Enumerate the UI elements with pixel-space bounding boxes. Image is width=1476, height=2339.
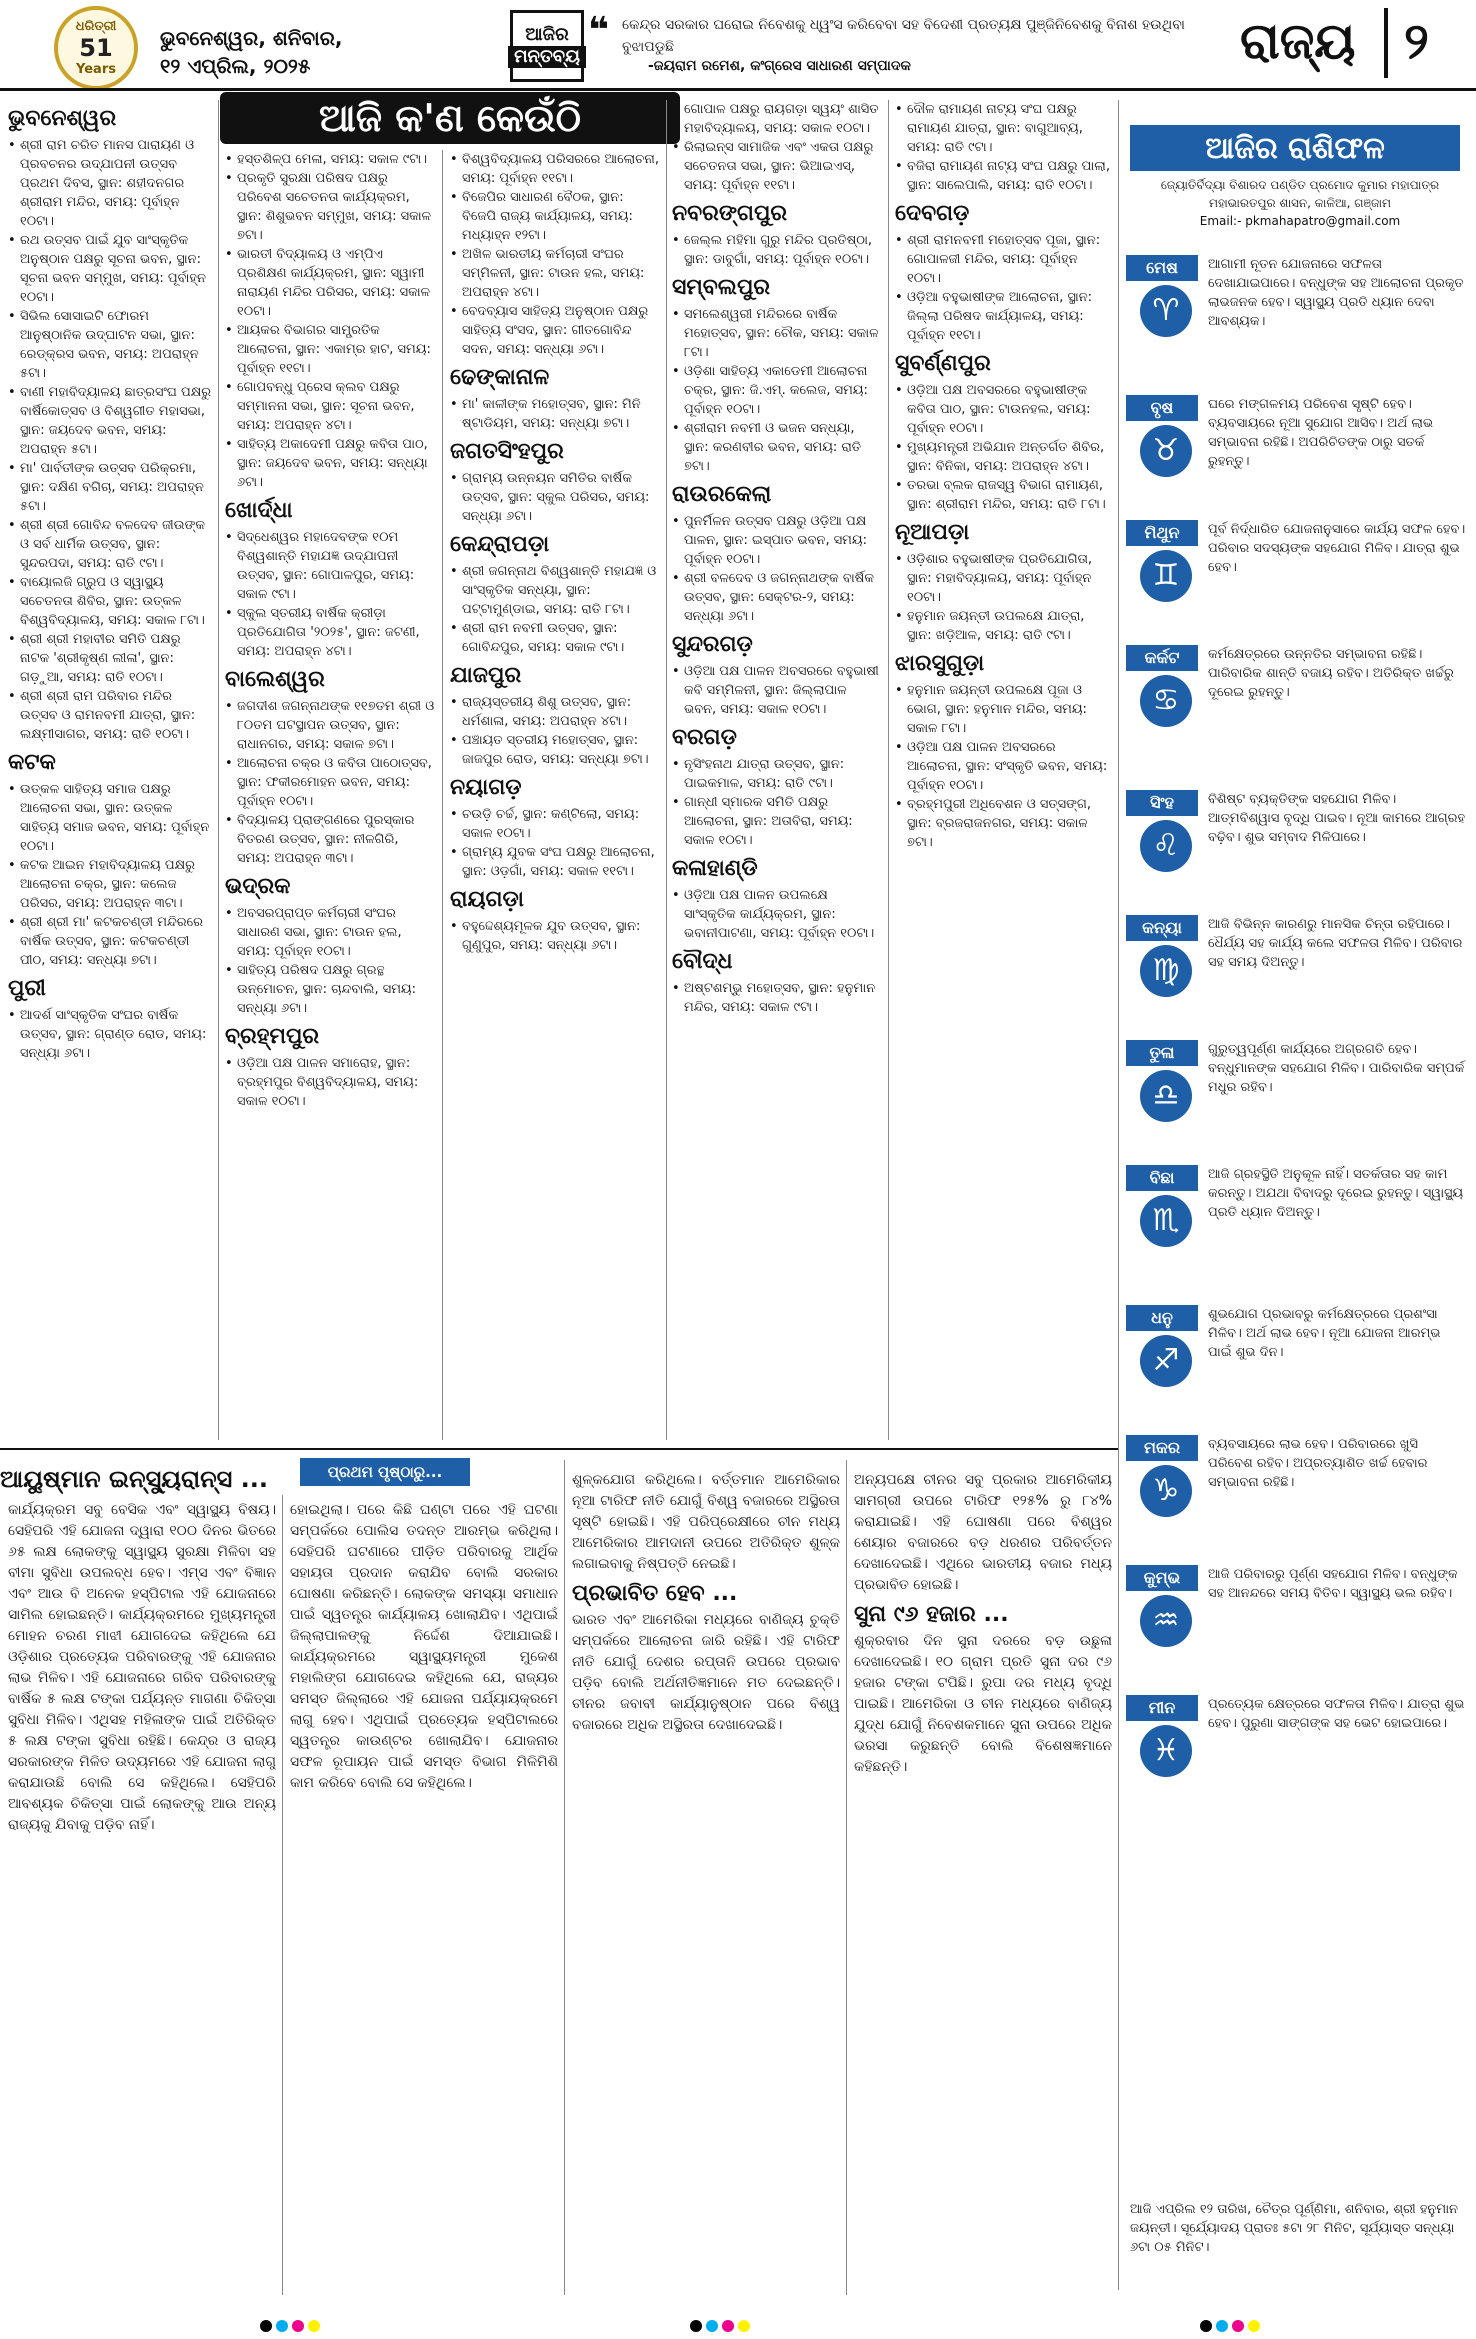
sign-label: ଧନୁ: [1126, 1305, 1198, 1331]
registration-dot: [292, 2320, 304, 2332]
column-divider: [666, 100, 667, 1440]
event-listing: • ଓଡ଼ିଆ ପକ୍ଷ ପାଳନ ସମାରୋହ, ସ୍ଥାନ: ବ୍ରହ୍ମପୁର ବିଶ୍ୱବିଦ୍ୟାଳୟ, ସମୟ: ସକାଳ ୧୦ଟା।: [225, 1054, 435, 1111]
news-paragraph: ହୋଇଥିଲା। ପରେ କିଛି ଘଣ୍ଟା ପରେ ଏହି ଘଟଣା ସମ୍ପର୍କରେ ପୋଲିସ ତଦନ୍ତ ଆରମ୍ଭ କରିଥିଲା। ସେହିପରି ଘଟଣାରେ ପୀଡ଼ିତ ପରିବାରକୁ ଆର୍ଥିକ ସହାୟତା ପ୍ରଦାନ କରାଯିବ ବୋଲି ସରକାର ଘୋଷଣା କରିଛନ୍ତି। ଲୋକଙ୍କ ସମସ୍ୟା ସମାଧାନ ପାଇଁ ସ୍ୱତନ୍ତ୍ର କାର୍ଯ୍ୟାଳୟ ଖୋଲାଯିବ। ଏଥିପାଇଁ ଜିଲ୍ଲାପାଳଙ୍କୁ ନିର୍ଦ୍ଦେଶ ଦିଆଯାଇଛି। କାର୍ଯ୍ୟକ୍ରମରେ ସ୍ୱାସ୍ଥ୍ୟମନ୍ତ୍ରୀ ମୁକେଶ ମହାଲିଙ୍ଗ ଯୋଗଦେଇ କହିଥିଲେ ଯେ, ରାଜ୍ୟର ସମସ୍ତ ଜିଲ୍ଲାରେ ଏହି ଯୋଜନା ପର୍ଯ୍ୟାୟକ୍ରମେ ଲାଗୁ ହେବ। ଏଥିପାଇଁ ପ୍ରତ୍ୟେକ ହସ୍ପିଟାଲରେ ସ୍ୱତନ୍ତ୍ର କାଉଣ୍ଟର ଖୋଲାଯିବ। ଯୋଜନାର ସଫଳ ରୂପାୟନ ପାଇଁ ସମସ୍ତ ବିଭାଗ ମିଳିମିଶି କାମ କରିବେ ବୋଲି ସେ କହିଥିଲେ।: [290, 1502, 558, 1791]
event-listing: • ଶ୍ରୀ ଶ୍ରୀ ମା' କଟକଚଣ୍ଡୀ ମନ୍ଦିରରେ ବାର୍ଷିକ ଉତ୍ସବ, ସ୍ଥାନ: କଟକଚଣ୍ଡୀ ପୀଠ, ସମୟ: ସନ୍ଧ୍ୟା ୭ଟା।: [8, 913, 213, 970]
event-city-heading: ଭଦ୍ରକ: [225, 874, 291, 899]
event-city-heading: ଯାଜପୁର: [450, 663, 522, 688]
quote-label-top: ଆଜିର: [525, 24, 569, 45]
event-listing: • ହନୁମାନ ଜୟନ୍ତୀ ଉପଲକ୍ଷେ ପୂଜା ଓ ଭୋଗ, ସ୍ଥାନ: ହନୁମାନ ମନ୍ଦିର, ସମୟ: ସକାଳ ୮ଟା।: [895, 681, 1110, 738]
sign-forecast: ଆଜି ଗ୍ରହସ୍ଥିତି ଅନୁକୂଳ ନାହିଁ। ସତର୍କତାର ସହ କାମ କରନ୍ତୁ। ଅଯଥା ବିବାଦରୁ ଦୂରେଇ ରୁହନ୍ତୁ। ସ୍ୱାସ୍ଥ୍ୟ ପ୍ରତି ଧ୍ୟାନ ଦିଅନ୍ତୁ।: [1208, 1167, 1464, 1220]
event-listing: • ଭାରତୀ ବିଦ୍ୟାଳୟ ଓ ଏମ୍‌ପିଏ ପ୍ରଶିକ୍ଷଣ କାର୍ଯ୍ୟକ୍ରମ, ସ୍ଥାନ: ସ୍ୱାମୀ ନାରାୟଣ ମନ୍ଦିର ପରିସର, ସମୟ: ସକାଳ ୧୦ଟା।: [225, 245, 435, 321]
sign-forecast: ଘରେ ମଙ୍ଗଳମୟ ପରିବେଶ ସୃଷ୍ଟି ହେବ। ବ୍ୟବସାୟରେ ନୂଆ ସୁଯୋଗ ଆସିବ। ଅର୍ଥ ଲାଭ ସମ୍ଭାବନା ରହିଛି। ଅପରିଚିତଙ୍କ ଠାରୁ ସତର୍କ ରୁହନ୍ତୁ।: [1208, 397, 1434, 469]
almanac-note: ଆଜି ଏପ୍ରିଲ ୧୨ ତାରିଖ, ଚୈତ୍ର ପୂର୍ଣ୍ଣିମା, ଶନିବାର, ଶ୍ରୀ ହନୁମାନ ଜୟନ୍ତୀ। ସୂର୍ଯ୍ୟୋଦୟ ପ୍ରାତଃ ୫ଟା ୨୮ ମିନିଟ, ସୂର୍ଯ୍ୟାସ୍ତ ସନ୍ଧ୍ୟା ୬ଟା ୦୫ ମିନିଟ।: [1130, 2202, 1459, 2255]
event-listing: • ଓଡ଼ିଆ ବହୁଭାଷୀଙ୍କ ଆଲୋଚନା, ସ୍ଥାନ: ଜିଲ୍ଲା ପରିଷଦ କାର୍ଯ୍ୟାଳୟ, ସମୟ: ପୂର୍ବାହ୍ନ ୧୧ଟା।: [895, 288, 1110, 345]
event-city-heading: ବାଲେଶ୍ୱର: [225, 667, 325, 692]
event-city-heading: ଝାରସୁଗୁଡ଼ା: [895, 651, 985, 676]
event-listing: • ପ୍ରକୃତି ସୁରକ୍ଷା ପରିଷଦ ପକ୍ଷରୁ ପରିବେଶ ସଚେତନତା କାର୍ଯ୍ୟକ୍ରମ, ସ୍ଥାନ: ଶିଶୁଭବନ ସମ୍ମୁଖ, ସମୟ: ସକାଳ ୭ଟା।: [225, 169, 435, 245]
news-headline: ଆୟୁଷ୍ମାନ ଇନ୍ସ୍ୟୁରାନ୍ସ ...: [0, 1465, 268, 1493]
event-city-heading: କେନ୍ଦ୍ରାପଡ଼ା: [450, 532, 550, 557]
masthead-rule: [0, 88, 1476, 91]
events-column-4: [672, 100, 882, 1440]
event-listing: • ବିଶ୍ୱବିଦ୍ୟାଳୟ ପରିସରରେ ଆଲୋଚନା, ସମୟ: ପୂର୍ବାହ୍ନ ୧୧ଟା।: [450, 150, 660, 188]
title-separator: [1384, 8, 1388, 78]
quote-mark-icon: ❝: [588, 10, 610, 51]
zodiac-icon: ♈: [1140, 285, 1192, 337]
astrologer-name: ଜ୍ୟୋତିର୍ବିଦ୍ୟା ବିଶାରଦ ପଣ୍ଡିତ ପ୍ରମୋଦ କୁମାର ମହାପାତ୍ର: [1160, 178, 1440, 192]
event-listing: • ହସ୍ତଶିଳ୍ପ ମେଳା, ସମୟ: ସକାଳ ୯ଟା।: [225, 150, 435, 169]
horoscope-sign-block: [1126, 1435, 1466, 1508]
event-listing: • ବହୁଦ୍ଦେଶ୍ୟମୂଳକ ଯୁବ ଉତ୍ସବ, ସ୍ଥାନ: ଗୁଣୁପୁର, ସମୟ: ସନ୍ଧ୍ୟା ୬ଟା।: [450, 917, 660, 955]
column-divider: [846, 1460, 847, 2295]
event-city-heading: ସୁନ୍ଦରଗଡ଼: [672, 632, 753, 657]
zodiac-icon: ♐: [1140, 1335, 1192, 1387]
event-listing: • ହନୁମାନ ଜୟନ୍ତୀ ଉପଲକ୍ଷେ ଯାତ୍ରା, ସ୍ଥାନ: ଖଡ଼ିଆଳ, ସମୟ: ରାତି ୯ଟା।: [895, 607, 1110, 645]
zodiac-icon: ♍: [1140, 945, 1192, 997]
registration-dot: [1248, 2320, 1260, 2332]
masthead-logo: [40, 6, 150, 82]
event-city-heading: ନବରଙ୍ଗପୁର: [672, 201, 788, 226]
event-listing: • ଓଡ଼ିଆ ପକ୍ଷ ପାଳନ ଉପଲକ୍ଷେ ସାଂସ୍କୃତିକ କାର୍ଯ୍ୟକ୍ରମ, ସ୍ଥାନ: ଭବାନୀପାଟଣା, ସମୟ: ପୂର୍ବାହ୍ନ ୧୦ଟା।: [672, 886, 882, 943]
sign-label: ବିଛା: [1126, 1165, 1198, 1191]
quote-author: -ଜୟରାମ ରମେଶ, କଂଗ୍ରେସ ସାଧାରଣ ସମ୍ପାଦକ: [648, 58, 911, 74]
event-city-heading: ନୂଆପଡ଼ା: [895, 520, 970, 545]
event-listing: • ଗ୍ରାମ୍ୟ ଉନ୍ନୟନ ସମିତିର ବାର୍ଷିକ ଉତ୍ସବ, ସ୍ଥାନ: ସ୍କୁଲ ପରିସର, ସମୟ: ସନ୍ଧ୍ୟା ୬ଟା।: [450, 469, 660, 526]
sign-forecast: ଆଜି ବିଭିନ୍ନ କାରଣରୁ ମାନସିକ ଚିନ୍ତା ରହିପାରେ। ଧୈର୍ଯ୍ୟ ସହ କାର୍ଯ୍ୟ କଲେ ସଫଳତା ମିଳିବ। ପରିବାର ସହ ସମୟ ଦିଅନ୍ତୁ।: [1208, 917, 1463, 970]
event-listing: • ଚଉଡ଼ି ଚର୍ଚ୍ଚ, ସ୍ଥାନ: କଣ୍ଟିଲୋ, ସମୟ: ସକାଳ ୧୦ଟା।: [450, 805, 660, 843]
event-city-heading: ସମ୍ବଲପୁର: [672, 275, 771, 300]
registration-dot: [260, 2320, 272, 2332]
event-listing: • ଶ୍ରୀ ରାମ ଚରିତ ମାନସ ପାରାୟଣ ଓ ପ୍ରବଚନର ଉଦ୍‌ଯାପନୀ ଉତ୍ସବ ପ୍ରଥମ ଦିବସ, ସ୍ଥାନ: ଶହୀଦନଗର ଶ୍ରୀରାମ ମନ୍ଦିର, ସମୟ: ପୂର୍ବାହ୍ନ ୧୦ଟା।: [8, 136, 213, 231]
event-listing: • ଶ୍ରୀ ଶ୍ରୀ ମହାବୀର ସମିତି ପକ୍ଷରୁ ନାଟକ 'ଶ୍ରୀକୃଷ୍ଣ ଲୀଳା', ସ୍ଥାନ: ଗଡ଼ୁଆ, ସମୟ: ରାତି ୧୦ଟା।: [8, 630, 213, 687]
sign-label: ବୃଷ: [1126, 395, 1198, 421]
astrologer-email: Email:- pkmahapatro@gmail.com: [1199, 214, 1401, 228]
news-rule: [0, 1448, 1118, 1450]
horoscope-sign-block: [1126, 1565, 1466, 1638]
event-listing: • ଗ୍ରାମ୍ୟ ଯୁବକ ସଂଘ ପକ୍ଷରୁ ଆଲୋଚନା, ସ୍ଥାନ: ଓଡ଼ଗାଁ, ସମୟ: ସକାଳ ୧୧ଟା।: [450, 843, 660, 881]
news-paragraph: କାର୍ଯ୍ୟକ୍ରମ ସବୁ ବେସିକ ଏବଂ ସ୍ୱାସ୍ଥ୍ୟ ବିଷୟ। ସେହିପରି ଏହି ଯୋଜନା ଦ୍ୱାରା ୧୦୦ ଦିନର ଭିତରେ ୬୫ ଲକ୍ଷ ଲୋକଙ୍କୁ ସ୍ୱାସ୍ଥ୍ୟ ସୁରକ୍ଷା ମିଳିବା ସହ ବୀମା ସୁବିଧା ଉପଲବ୍ଧ ହେବ। ଏମ୍ସ ଏବଂ ବିଜ୍ଞାନ ଏବଂ ଆଉ ବି ଅନେକ ହସ୍ପିଟାଲ ଏହି ଯୋଜନାରେ ସାମିଲ ହୋଇଛନ୍ତି। କାର୍ଯ୍ୟକ୍ରମରେ ମୁଖ୍ୟମନ୍ତ୍ରୀ ମୋହନ ଚରଣ ମାଝୀ ଯୋଗଦେଇ କହିଥିଲେ ଯେ ଓଡ଼ିଶାର ପ୍ରତ୍ୟେକ ପରିବାରଙ୍କୁ ଏହି ଯୋଜନାର ଲାଭ ମିଳିବ। ଏହି ଯୋଜନାରେ ଗରିବ ପରିବାରଙ୍କୁ ବାର୍ଷିକ ୫ ଲକ୍ଷ ଟଙ୍କା ପର୍ଯ୍ୟନ୍ତ ମାଗଣା ଚିକିତ୍ସା ସୁବିଧା ମିଳିବ। ଏଥିସହ ମହିଳାଙ୍କ ପାଇଁ ଅତିରିକ୍ତ ୫ ଲକ୍ଷ ଟଙ୍କା ସୁବିଧା ରହିଛି। କେନ୍ଦ୍ର ଓ ରାଜ୍ୟ ସରକାରଙ୍କ ମିଳିତ ଉଦ୍ୟମରେ ଏହି ଯୋଜନା ଲାଗୁ କରାଯାଉଛି ବୋଲି ସେ କହିଥିଲେ। ସେହିପରି ଆବଶ୍ୟକ ଚିକିତ୍ସା ପାଇଁ ଲୋକଙ୍କୁ ଆଉ ଅନ୍ୟ ରାଜ୍ୟକୁ ଯିବାକୁ ପଡ଼ିବ ନାହିଁ।: [8, 1502, 276, 1833]
event-listing: • ସ୍କୁଲ ସ୍ତରୀୟ ବାର୍ଷିକ କ୍ରୀଡ଼ା ପ୍ରତିଯୋଗିତା '୨୦୨୫', ସ୍ଥାନ: ଜଟଣୀ, ସମୟ: ଅପରାହ୍ନ ୪ଟା।: [225, 604, 435, 661]
sign-forecast: ଆଜି ପରିବାରରୁ ପୂର୍ଣ୍ଣ ସହଯୋଗ ମିଳିବ। ବନ୍ଧୁଙ୍କ ସହ ଆନନ୍ଦରେ ସମୟ ବିତିବ। ସ୍ୱାସ୍ଥ୍ୟ ଭଲ ରହିବ।: [1208, 1567, 1458, 1601]
event-listing: • ଆଲୋଚନା ଚକ୍ର ଓ କବିତା ପାଠୋତ୍ସବ, ସ୍ଥାନ: ଫକୀରମୋହନ ଭବନ, ସମୟ: ପୂର୍ବାହ୍ନ ୧୦ଟା।: [225, 754, 435, 811]
event-city-heading: ରାୟଗଡ଼ା: [450, 887, 524, 912]
zodiac-icon: ♑: [1140, 1465, 1192, 1517]
event-listing: • ଉତ୍କଳ ସାହିତ୍ୟ ସମାଜ ପକ୍ଷରୁ ଆଲୋଚନା ସଭା, ସ୍ଥାନ: ଉତ୍କଳ ସାହିତ୍ୟ ସମାଜ ଭବନ, ସମୟ: ପୂର୍ବାହ୍ନ ୧୦ଟା।: [8, 780, 213, 856]
event-city-heading: ଖୋର୍ଦ୍ଧା: [225, 498, 293, 523]
registration-marks: [690, 2320, 750, 2332]
news-paragraph: ଭାରତ ଏବଂ ଆମେରିକା ମଧ୍ୟରେ ବାଣିଜ୍ୟ ଚୁକ୍ତି ସମ୍ପର୍କରେ ଆଲୋଚନା ଜାରି ରହିଛି। ଏହି ଟାରିଫ ନୀତି ଯୋଗୁଁ ଦେଶର ରପ୍ତାନି ଉପରେ ପ୍ରଭାବ ପଡ଼ିବ ବୋଲି ଅର୍ଥନୀତିଜ୍ଞମାନେ ମତ ଦେଇଛନ୍ତି। ଚୀନର ଜବାବୀ କାର୍ଯ୍ୟାନୁଷ୍ଠାନ ପରେ ବିଶ୍ୱ ବଜାରରେ ଅଧିକ ଅସ୍ଥିରତା ଦେଖାଦେଇଛି।: [572, 1612, 840, 1733]
sign-forecast: ଗୁରୁତ୍ୱପୂର୍ଣ୍ଣ କାର୍ଯ୍ୟରେ ଅଗ୍ରଗତି ହେବ। ବନ୍ଧୁମାନଙ୍କ ସହଯୋଗ ମିଳିବ। ପାରିବାରିକ ସମ୍ପର୍କ ମଧୁର ରହିବ।: [1208, 1042, 1465, 1095]
event-listing: • ଶ୍ରୀରାମ ନବମୀ ଓ ଭଜନ ସନ୍ଧ୍ୟା, ସ୍ଥାନ: କରଣବୀର ଭବନ, ସମୟ: ରାତି ୭ଟା।: [672, 419, 882, 476]
sign-forecast: ବ୍ୟବସାୟରେ ଲାଭ ହେବ। ପରିବାରରେ ଖୁସି ପରିବେଶ ରହିବ। ଅପ୍ରତ୍ୟାଶିତ ଖର୍ଚ୍ଚ ହେବାର ସମ୍ଭାବନା ରହିଛି।: [1208, 1437, 1428, 1490]
registration-marks: [1200, 2320, 1260, 2332]
quote-label-box: [510, 10, 584, 82]
zodiac-icon: ♒: [1140, 1595, 1192, 1647]
news-paragraph: ଅନ୍ୟପକ୍ଷେ ଚୀନର ସବୁ ପ୍ରକାର ଆମେରିକୀୟ ସାମଗ୍ରୀ ଉପରେ ଟାରିଫ ୧୨୫% ରୁ ୮୪% କରାଯାଇଛି। ଏହି ଘୋଷଣା ପରେ ବିଶ୍ୱର ଶେୟାର ବଜାରରେ ବଡ଼ ଧରଣର ପରିବର୍ତ୍ତନ ଦେଖାଦେଇଛି। ଏଥିରେ ଭାରତୀୟ ବଜାର ମଧ୍ୟ ପ୍ରଭାବିତ ହୋଇଛି।: [854, 1472, 1112, 1593]
zodiac-icon: ♉: [1140, 425, 1192, 477]
zodiac-icon: ♎: [1140, 1070, 1192, 1122]
event-city-heading: କଳାହାଣ୍ଡି: [672, 856, 758, 881]
horoscope-sign-block: [1126, 255, 1466, 331]
event-listing: • ସାହିତ୍ୟ ପରିଷଦ ପକ୍ଷରୁ ଗ୍ରନ୍ଥ ଉନ୍ମୋଚନ, ସ୍ଥାନ: ଚାନ୍ଦବାଲି, ସମୟ: ସନ୍ଧ୍ୟା ୬ଟା।: [225, 961, 435, 1018]
event-city-heading: ନୟାଗଡ଼: [450, 775, 522, 800]
sign-label: ତୁଳା: [1126, 1040, 1198, 1066]
event-listing: • ପୁନର୍ମିଳନ ଉତ୍ସବ ପକ୍ଷରୁ ଓଡ଼ିଆ ପକ୍ଷ ପାଳନ, ସ୍ଥାନ: ଇସ୍ପାତ ଭବନ, ସମୟ: ପୂର୍ବାହ୍ନ ୧୦ଟା।: [672, 512, 882, 569]
horoscope-header: ଆଜିର ରାଶିଫଳ: [1130, 125, 1460, 171]
registration-dot: [706, 2320, 718, 2332]
column-divider: [218, 100, 219, 1440]
zodiac-icon: ♓: [1140, 1725, 1192, 1777]
event-listing: • ଆୟକର ବିଭାଗର ସାମ୍ପ୍ରତିକ ଆଲୋଚନା, ସ୍ଥାନ: ଏକାମ୍ର ହାଟ, ସମୟ: ପୂର୍ବାହ୍ନ ୧୧ଟା।: [225, 321, 435, 378]
event-city-heading: ରାଉରକେଲା: [672, 482, 772, 507]
section-title: ରାଜ୍ୟ: [1240, 12, 1356, 70]
event-listing: • ଶ୍ରୀ ଶ୍ରୀ ରାମ ପରିବାର ମନ୍ଦିର ଉତ୍ସବ ଓ ରାମନବମୀ ଯାତ୍ରା, ସ୍ଥାନ: ଲକ୍ଷ୍ମୀସାଗର, ସମୟ: ରାତି ୧୦ଟା।: [8, 687, 213, 744]
horoscope-sign-block: [1126, 395, 1466, 471]
event-city-heading: କଟକ: [8, 750, 56, 775]
logo-top-text: ଧରିତ୍ରୀ: [75, 19, 117, 34]
event-listing: • ଗୋପାଳ ପକ୍ଷରୁ ରାୟଗଡ଼ା ସ୍ୱୟଂ ଶାସିତ ମହାବିଦ୍ୟାଳୟ, ସମୟ: ସକାଳ ୧୦ଟା।: [672, 100, 882, 138]
sign-label: ମିଥୁନ: [1126, 520, 1198, 546]
event-listing: • ଶ୍ରୀ ରାମ ନବମୀ ଉତ୍ସବ, ସ୍ଥାନ: ଗୋବିନ୍ଦପୁର, ସମୟ: ସକାଳ ୯ଟା।: [450, 619, 660, 657]
sign-forecast: ଆଗାମୀ ନୂତନ ଯୋଜନାରେ ସଫଳତା ଦେଖାଯାଇପାରେ। ବନ୍ଧୁଙ୍କ ସହ ଆଲୋଚନା ପ୍ରକୃତ ଲାଭଜନକ ହେବ। ସ୍ୱାସ୍ଥ୍ୟ ପ୍ରତି ଧ୍ୟାନ ଦେବା ଆବଶ୍ୟକ।: [1208, 257, 1464, 329]
news-subhead: ସୁନା ୯୬ ହଜାର ...: [854, 1602, 1009, 1627]
event-listing: • ଓଡ଼ିଆ ପକ୍ଷ ପାଳନ ଅବସରରେ ଆଲୋଚନା, ସ୍ଥାନ: ସଂସ୍କୃତି ଭବନ, ସମୟ: ପୂର୍ବାହ୍ନ ୧୦ଟା।: [895, 738, 1110, 795]
event-city-heading: ଦେବଗଡ଼: [895, 201, 970, 226]
sign-forecast: ପ୍ରତ୍ୟେକ କ୍ଷେତ୍ରରେ ସଫଳତା ମିଳିବ। ଯାତ୍ରା ଶୁଭ ହେବ। ପୁରୁଣା ସାଙ୍ଗଙ୍କ ସହ ଭେଟ ହୋଇପାରେ।: [1208, 1697, 1465, 1731]
sign-forecast: ବିଶିଷ୍ଟ ବ୍ୟକ୍ତିଙ୍କ ସହଯୋଗ ମିଳିବ। ଆତ୍ମବିଶ୍ୱାସ ବୃଦ୍ଧି ପାଇବ। ନୂଆ କାମରେ ଆଗ୍ରହ ବଢ଼ିବ। ଶୁଭ ସମ୍ବାଦ ମିଳିପାରେ।: [1208, 792, 1466, 845]
event-listing: • ଶ୍ରୀ ବଳଦେବ ଓ ଜଗନ୍ନାଥଙ୍କ ବାର୍ଷିକ ଉତ୍ସବ, ସ୍ଥାନ: ସେକ୍ଟର-୨, ସମୟ: ସନ୍ଧ୍ୟା ୬ଟା।: [672, 569, 882, 626]
horoscope-sign-block: [1126, 1165, 1466, 1238]
event-listing: • ତରଭା ବ୍ଲକ ରାଜସ୍ୱ ବିଭାଗ ରାମାୟଣ, ସ୍ଥାନ: ଶ୍ରୀରାମ ମନ୍ଦିର, ସମୟ: ରାତି ୮ଟା।: [895, 476, 1110, 514]
event-listing: • ଶ୍ରୀ ରାମନବମୀ ମହୋତ୍ସବ ପୂଜା, ସ୍ଥାନ: ଗୋପାଳଜୀ ମନ୍ଦିର, ସମୟ: ପୂର୍ବାହ୍ନ ୧୦ଟା।: [895, 231, 1110, 288]
events-column-5: [895, 100, 1110, 1440]
news-column-4: [854, 1470, 1112, 2290]
horoscope-byline: [1150, 176, 1450, 230]
sign-label: କୁମ୍ଭ: [1126, 1565, 1198, 1591]
news-column-1: [8, 1500, 276, 2290]
event-listing: • ଅଷ୍ଟଶମ୍ଭୁ ମହୋତ୍ସବ, ସ୍ଥାନ: ହନୁମାନ ମନ୍ଦିର, ସମୟ: ସକାଳ ୯ଟା।: [672, 979, 882, 1017]
registration-dot: [722, 2320, 734, 2332]
horoscope-sign-block: [1126, 1695, 1466, 1768]
event-listing: • ଗାନ୍ଧୀ ସ୍ମାରକ ସମିତି ପକ୍ଷରୁ ଆଲୋଚନା, ସ୍ଥାନ: ଅତାବିରା, ସମୟ: ସକାଳ ୧୦ଟା।: [672, 793, 882, 850]
anniversary-emblem: [54, 6, 138, 90]
event-listing: • କଟକ ଆଇନ ମହାବିଦ୍ୟାଳୟ ପକ୍ଷରୁ ଆଲୋଚନା ଚକ୍ର, ସ୍ଥାନ: କଲେଜ ପରିସର, ସମୟ: ଅପରାହ୍ନ ୩ଟା।: [8, 856, 213, 913]
logo-years-number: 51: [79, 34, 113, 62]
horoscope-sign-block: [1126, 645, 1466, 718]
astrologer-address: ମହାଭାରତପୁର ଶାସନ, କାଳିଆ, ଗଞ୍ଜାମ: [1208, 196, 1392, 210]
zodiac-icon: ♋: [1140, 675, 1192, 727]
event-listing: • ଆଦର୍ଶ ସାଂସ୍କୃତିକ ସଂଘର ବାର୍ଷିକ ଉତ୍ସବ, ସ୍ଥାନ: ଗ୍ରାଣ୍ଡ ରୋଡ, ସମୟ: ସନ୍ଧ୍ୟା ୬ଟା।: [8, 1006, 213, 1063]
registration-dot: [1200, 2320, 1212, 2332]
sign-label: ମକର: [1126, 1435, 1198, 1461]
registration-dot: [276, 2320, 288, 2332]
event-listing: • ସିଭିଲ ସୋସାଇଟି ଫୋରମ ଆନୁଷ୍ଠାନିକ ଉଦ୍‌ଘାଟନ ସଭା, ସ୍ଥାନ: ରେଡ୍‌କ୍ରସ ଭବନ, ସମୟ: ଅପରାହ୍ନ ୫ଟା।: [8, 307, 213, 383]
sign-label: ମେଷ: [1126, 255, 1198, 281]
column-divider: [888, 100, 889, 1440]
news-column-3: [572, 1470, 840, 2290]
sign-forecast: ଶୁଭଯୋଗ ପ୍ରଭାବରୁ କର୍ମକ୍ଷେତ୍ରରେ ପ୍ରଶଂସା ମିଳିବ। ଅର୍ଥ ଲାଭ ହେବ। ନୂଆ ଯୋଜନା ଆରମ୍ଭ ପାଇଁ ଶୁଭ ଦିନ।: [1208, 1307, 1441, 1360]
events-column-1: [8, 100, 213, 1440]
event-listing: • ରାଜ୍ୟସ୍ତରୀୟ ଶିଶୁ ଉତ୍ସବ, ସ୍ଥାନ: ଧର୍ମଶାଳା, ସମୟ: ଅପରାହ୍ନ ୪ଟା।: [450, 693, 660, 731]
events-column-3: [450, 150, 660, 1440]
news-subhead: ପ୍ରଭାବିତ ହେବ ...: [572, 1581, 738, 1606]
event-listing: • ସମଲେଶ୍ୱରୀ ମନ୍ଦିରରେ ବାର୍ଷିକ ମହୋତ୍ସବ, ସ୍ଥାନ: ଚୌକ, ସମୟ: ସକାଳ ୮ଟା।: [672, 305, 882, 362]
registration-dot: [1216, 2320, 1228, 2332]
event-city-heading: ବ୍ରହ୍ମପୁର: [225, 1024, 320, 1049]
event-listing: • ମା' କାଳୀଙ୍କ ମହୋତ୍ସବ, ସ୍ଥାନ: ମିନି ଷ୍ଟାଡିୟମ, ସମୟ: ସନ୍ଧ୍ୟା ୭ଟା।: [450, 395, 660, 433]
continued-from-front-tag: ପ୍ରଥମ ପୃଷ୍ଠାରୁ...: [300, 1458, 470, 1486]
event-listing: • ସିଦ୍ଧେଶ୍ୱର ମହାଦେବଙ୍କ ୧୦ମ ବିଶ୍ୱଶାନ୍ତି ମହାଯଜ୍ଞ ଉଦ୍‌ଯାପନୀ ଉତ୍ସବ, ସ୍ଥାନ: ଗୋପାଳପୁର, ସମୟ: ସକାଳ ୯ଟା।: [225, 528, 435, 604]
event-city-heading: ବରଗଡ଼: [672, 725, 737, 750]
zodiac-icon: ♊: [1140, 550, 1192, 602]
sign-label: କର୍କଟ: [1126, 645, 1198, 671]
event-listing: • ଓଡ଼ିଶାର ବହୁଭାଷୀଙ୍କ ପ୍ରତିଯୋଗିତା, ସ୍ଥାନ: ମହାବିଦ୍ୟାଳୟ, ସମୟ: ପୂର୍ବାହ୍ନ ୧୦ଟା।: [895, 550, 1110, 607]
event-listing: • ଦୌଳ ରାମାୟଣ ନାଟ୍ୟ ସଂଘ ପକ୍ଷରୁ ରାମାୟଣ ଯାତ୍ରା, ସ୍ଥାନ: ବାଗୁଆବ୍ୟ, ସମୟ: ରାତି ୯ଟା।: [895, 100, 1110, 157]
horoscope-sign-block: [1126, 1305, 1466, 1378]
registration-dot: [1232, 2320, 1244, 2332]
horoscope-sign-block: [1126, 1040, 1466, 1113]
event-listing: • ଓଡ଼ିଶା ସାହିତ୍ୟ ଏକାଡେମୀ ଆଲୋଚନା ଚକ୍ର, ସ୍ଥାନ: ଜି.ଏମ୍. କଲେଜ, ସମୟ: ପୂର୍ବାହ୍ନ ୧୦ଟା।: [672, 362, 882, 419]
events-header: ଆଜି କ'ଣ କେଉଁଠି: [220, 92, 680, 144]
news-column-2: [290, 1500, 558, 2290]
zodiac-icon: ♌: [1140, 820, 1192, 872]
event-listing: • ଜେଲ୍ଲ ମହିମା ଗୁରୁ ମନ୍ଦିର ପ୍ରତିଷ୍ଠା, ସ୍ଥାନ: ଡାବୁଗାଁ, ସମୟ: ପୂର୍ବାହ୍ନ ୧୦ଟା।: [672, 231, 882, 269]
event-city-heading: ସୁବର୍ଣ୍ଣପୁର: [895, 351, 991, 376]
event-city-heading: ପୁରୀ: [8, 976, 46, 1001]
sign-label: ମୀନ: [1126, 1695, 1198, 1721]
registration-marks: [260, 2320, 320, 2332]
event-city-heading: ବୌଦ୍ଧ: [672, 949, 733, 974]
sign-label: ସିଂହ: [1126, 790, 1198, 816]
dateline: ଭୁବନେଶ୍ୱର, ଶନିବାର, ୧୨ ଏପ୍ରିଲ, ୨୦୨୫: [160, 26, 343, 78]
zodiac-icon: ♏: [1140, 1195, 1192, 1247]
registration-dot: [690, 2320, 702, 2332]
sign-label: କନ୍ୟା: [1126, 915, 1198, 941]
event-city-heading: ଜଗତସିଂହପୁର: [450, 439, 564, 464]
event-listing: • ବିଦ୍ୟାଳୟ ପ୍ରାଙ୍ଗଣରେ ପୁରସ୍କାର ବିତରଣ ଉତ୍ସବ, ସ୍ଥାନ: ନୀଳଗିରି, ସମୟ: ଅପରାହ୍ନ ୩ଟା।: [225, 811, 435, 868]
page-number: ୨: [1404, 12, 1429, 70]
event-listing: • ବିଜେପିର ସାଧାରଣ ବୈଠକ, ସ୍ଥାନ: ବିଜେପି ରାଜ୍ୟ କାର୍ଯ୍ୟାଳୟ, ସମୟ: ମଧ୍ୟାହ୍ନ ୧୨ଟା।: [450, 188, 660, 245]
event-listing: • ଓଡ଼ିଆ ପକ୍ଷ ପାଳନ ଅବସରରେ ବହୁଭାଷୀ କବି ସମ୍ମିଳନୀ, ସ୍ଥାନ: ଜିଲ୍ଲାପାଳ ଭବନ, ସମୟ: ସକାଳ ୧୦ଟା।: [672, 662, 882, 719]
event-listing: • ନୃସିଂହନାଥ ଯାତ୍ରା ଉତ୍ସବ, ସ୍ଥାନ: ପାଇକମାଳ, ସମୟ: ରାତି ୯ଟା।: [672, 755, 882, 793]
event-city-heading: ଢେଙ୍କାନାଳ: [450, 365, 550, 390]
horoscope-sign-block: [1126, 790, 1466, 863]
registration-dot: [738, 2320, 750, 2332]
event-listing: • ରିଲାଇନ୍ସ ସାମାଜିକ ଏବଂ ଏକତା ପକ୍ଷରୁ ସଚେତନତା ସଭା, ସ୍ଥାନ: ଭିଆଇଏସ୍, ସମୟ: ପୂର୍ବାହ୍ନ ୧୧ଟା।: [672, 138, 882, 195]
column-divider: [282, 1495, 283, 2295]
event-listing: • ପଞ୍ଚାୟତ ସ୍ତରୀୟ ମହୋତ୍ସବ, ସ୍ଥାନ: ଜାଜପୁର ରୋଡ, ସମୟ: ସନ୍ଧ୍ୟା ୭ଟା।: [450, 731, 660, 769]
event-listing: • ଶ୍ରୀ ଶ୍ରୀ ଗୋବିନ୍ଦ ବଳଦେବ ଜୀଉଙ୍କ ଓ ସର୍ବ ଧାର୍ମିକ ଉତ୍ସବ, ସ୍ଥାନ: ସୁନ୍ଦରପଦା, ସମୟ: ରାତି ୯ଟା।: [8, 516, 213, 573]
event-listing: • ବାୟୋଲଜି ଗ୍ରୁପ ଓ ସ୍ୱାସ୍ଥ୍ୟ ସଚେତନତା ଶିବିର, ସ୍ଥାନ: ଉତ୍କଳ ବିଶ୍ୱବିଦ୍ୟାଳୟ, ସମୟ: ସକାଳ ୮ଟା।: [8, 573, 213, 630]
column-divider: [1118, 100, 1119, 2290]
event-listing: • ମୁଖ୍ୟମନ୍ତ୍ରୀ ଅଭିଯାନ ଅନ୍ତର୍ଗତ ଶିବିର, ସ୍ଥାନ: ବିନିକା, ସମୟ: ଅପରାହ୍ନ ୪ଟା।: [895, 438, 1110, 476]
logo-years-label: Years: [76, 62, 116, 77]
event-listing: • ଓଡ଼ିଆ ପକ୍ଷ ଅବସରରେ ବହୁଭାଷୀଙ୍କ କବିତା ପାଠ, ସ୍ଥାନ: ଟାଉନହଲ, ସମୟ: ପୂର୍ବାହ୍ନ ୧୦ଟା।: [895, 381, 1110, 438]
event-listing: • ଶ୍ରୀ ଜଗନ୍ନାଥ ବିଶ୍ୱଶାନ୍ତି ମହାଯଜ୍ଞ ଓ ସାଂସ୍କୃତିକ ସନ୍ଧ୍ୟା, ସ୍ଥାନ: ପଟ୍ଟାମୁଣ୍ଡାଇ, ସମୟ: ରାତି ୮ଟା।: [450, 562, 660, 619]
horoscope-sign-block: [1126, 520, 1466, 593]
event-listing: • ମା' ପାର୍ବତୀଙ୍କ ଉତ୍ସବ ପରିକ୍ରମା, ସ୍ଥାନ: ଦକ୍ଷିଣ ବଗିଚା, ସମୟ: ଅପରାହ୍ନ ୫ଟା।: [8, 459, 213, 516]
events-column-2: [225, 150, 435, 1440]
event-city-heading: ଭୁବନେଶ୍ୱର: [8, 106, 117, 131]
column-divider: [442, 150, 443, 1440]
news-paragraph: ଶୁଳ୍କଯୋଗ କରିଥିଲେ। ବର୍ତ୍ତମାନ ଆମେରିକାର ନୂଆ ଟାରିଫ ନୀତି ଯୋଗୁଁ ବିଶ୍ୱ ବଜାରରେ ଅସ୍ଥିରତା ସୃଷ୍ଟି ହୋଇଛି। ଏହି ପରିପ୍ରେକ୍ଷୀରେ ଚୀନ ମଧ୍ୟ ଆମେରିକାର ଆମଦାନୀ ଉପରେ ଅତିରିକ୍ତ ଶୁଳ୍କ ଲଗାଇବାକୁ ନିଷ୍ପତ୍ତି ନେଇଛି।: [572, 1472, 840, 1572]
event-listing: • ଜଗଦୀଶ ଜଗନ୍ନାଥଙ୍କ ୧୧୭ତମ ଶ୍ରୀ ଓ ୮୦ତମ ଘଟସ୍ଥାପନ ଉତ୍ସବ, ସ୍ଥାନ: ରାଧାନଗର, ସମୟ: ସକାଳ ୭ଟା।: [225, 697, 435, 754]
column-divider: [564, 1460, 565, 2295]
event-listing: • ବଜିରା ରାମାୟଣ ନାଟ୍ୟ ସଂଘ ପକ୍ଷରୁ ପାଲା, ସ୍ଥାନ: ସାଲେପାଲି, ସମୟ: ରାତି ୧୦ଟା।: [895, 157, 1110, 195]
event-listing: • ବେଦବ୍ୟାସ ସାହିତ୍ୟ ଅନୁଷ୍ଠାନ ପକ୍ଷରୁ ସାହିତ୍ୟ ସଂସଦ, ସ୍ଥାନ: ଗୀତଗୋବିନ୍ଦ ସଦନ, ସମୟ: ସନ୍ଧ୍ୟା ୬ଟା।: [450, 302, 660, 359]
event-listing: • ବ୍ରହ୍ମପୁରୀ ଅଧିବେଶନ ଓ ସତ୍‌ସଙ୍ଗ, ସ୍ଥାନ: ବ୍ରଜରାଜନଗର, ସମୟ: ସକାଳ ୭ଟା।: [895, 795, 1110, 852]
event-listing: • ସାହିତ୍ୟ ଅକାଦେମୀ ପକ୍ଷରୁ କବିତା ପାଠ, ସ୍ଥାନ: ଜୟଦେବ ଭବନ, ସମୟ: ସନ୍ଧ୍ୟା ୬ଟା।: [225, 435, 435, 492]
sign-forecast: ପୂର୍ବ ନିର୍ଦ୍ଧାରିତ ଯୋଜନାନୁସାରେ କାର୍ଯ୍ୟ ସଫଳ ହେବ। ପରିବାର ସଦସ୍ୟଙ୍କ ସହଯୋଗ ମିଳିବ। ଯାତ୍ରା ଶୁଭ ହେବ।: [1208, 522, 1466, 575]
quote-text: କେନ୍ଦ୍ର ସରକାର ଘରୋଇ ନିବେଶକୁ ଧ୍ୱଂସ କରିବେବା ସହ ବିଦେଶୀ ପ୍ରତ୍ୟକ୍ଷ ପୁଞ୍ଜିନିବେଶକୁ ବିନାଶ ହଉଥିବା ବୁଝାପଡୁଛି: [622, 17, 1186, 55]
registration-dot: [308, 2320, 320, 2332]
quote-label-bottom: ମନ୍ତବ୍ୟ: [508, 46, 586, 68]
event-listing: • ବାଣୀ ମହାବିଦ୍ୟାଳୟ ଛାତ୍ରସଂଘ ପକ୍ଷରୁ ବାର୍ଷିକୋତ୍ସବ ଓ ବିଶ୍ୱଗୀତ ମହାସଭା, ସ୍ଥାନ: ଜୟଦେବ ଭବନ, ସମୟ: ଅପରାହ୍ନ ୫ଟା।: [8, 383, 213, 459]
sign-forecast: କର୍ମକ୍ଷେତ୍ରରେ ଉନ୍ନତିର ସମ୍ଭାବନା ରହିଛି। ପାରିବାରିକ ଶାନ୍ତି ବଜାୟ ରହିବ। ଅତିରିକ୍ତ ଖର୍ଚ୍ଚରୁ ଦୂରେଇ ରୁହନ୍ତୁ।: [1208, 647, 1454, 700]
event-listing: • ଗୋପବନ୍ଧୁ ପ୍ରେସ କ୍ଲବ ପକ୍ଷରୁ ସମ୍ମାନନା ସଭା, ସ୍ଥାନ: ସୂଚନା ଭବନ, ସମୟ: ଅପରାହ୍ନ ୪ଟା।: [225, 378, 435, 435]
news-paragraph: ଶୁକ୍ରବାର ଦିନ ସୁନା ଦରରେ ବଡ଼ ଉଛୁଳା ଦେଖାଦେଇଛି। ୧୦ ଗ୍ରାମ ପ୍ରତି ସୁନା ଦର ୯୬ ହଜାର ଟଙ୍କା ଟପିଛି। ରୁପା ଦର ମଧ୍ୟ ବୃଦ୍ଧି ପାଇଛି। ଆମେରିକା ଓ ଚୀନ ମଧ୍ୟରେ ବାଣିଜ୍ୟ ଯୁଦ୍ଧ ଯୋଗୁଁ ନିବେଶକମାନେ ସୁନା ଉପରେ ଅଧିକ ଭରସା କରୁଛନ୍ତି ବୋଲି ବିଶେଷଜ୍ଞମାନେ କହିଛନ୍ତି।: [854, 1633, 1112, 1775]
event-listing: • ରଥ ଉତ୍ସବ ପାଇଁ ଯୁବ ସାଂସ୍କୃତିକ ଅନୁଷ୍ଠାନ ପକ୍ଷରୁ ସୂଚନା ଭବନ, ସ୍ଥାନ: ସୂଚନା ଭବନ ସମ୍ମୁଖ, ସମୟ: ପୂର୍ବାହ୍ନ ୧୦ଟା।: [8, 231, 213, 307]
horoscope-sign-block: [1126, 915, 1466, 988]
event-listing: • ଅବସରପ୍ରାପ୍ତ କର୍ମଚାରୀ ସଂଘର ସାଧାରଣ ସଭା, ସ୍ଥାନ: ଟାଉନ ହଲ, ସମୟ: ପୂର୍ବାହ୍ନ ୧୦ଟା।: [225, 904, 435, 961]
event-listing: • ଅଖିଳ ଭାରତୀୟ କର୍ମଚାରୀ ସଂଘର ସମ୍ମିଳନୀ, ସ୍ଥାନ: ଟାଉନ ହଲ, ସମୟ: ଅପରାହ୍ନ ୪ଟା।: [450, 245, 660, 302]
